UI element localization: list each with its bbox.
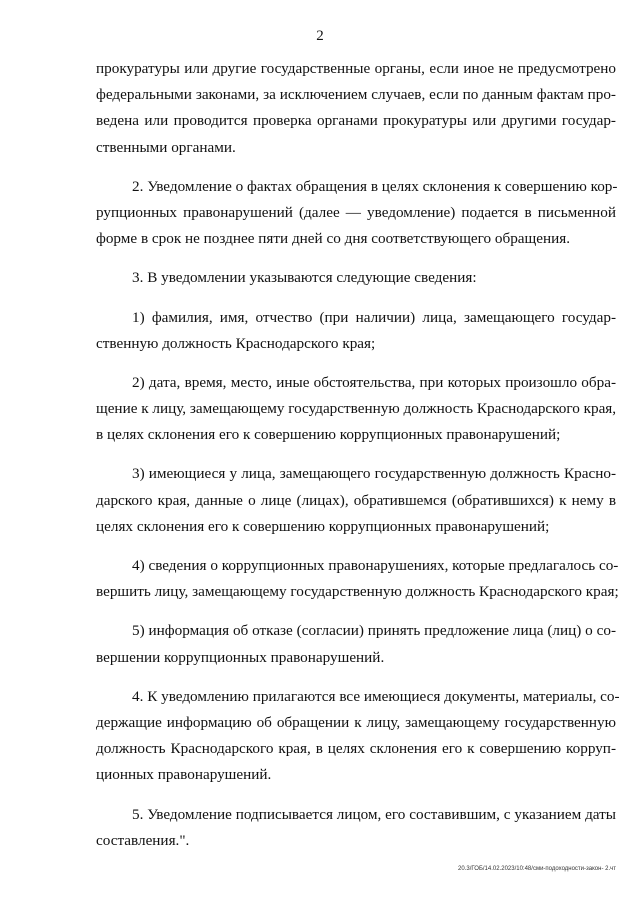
text-line: должность Краснодарского края, в целях склонения его к совершению корруп- bbox=[96, 740, 616, 758]
text-line: ственную должность Краснодарского края; bbox=[96, 334, 376, 352]
page-number: 2 bbox=[316, 28, 324, 44]
text-line: составления.". bbox=[96, 831, 190, 849]
text-line: в целях склонения его к совершению коррупционных правонарушений; bbox=[96, 426, 561, 444]
text-line: прокуратуры или другие государственные органы, если иное не предусмотрено bbox=[96, 60, 616, 77]
text-line: щение к лицу, замещающему государственную должность Краснодарского края, bbox=[96, 400, 617, 418]
text-line: 3) имеющиеся у лица, замещающего государственную должность Красно- bbox=[132, 465, 616, 483]
text-line: 2. Уведомление о фактах обращения в целях склонения к совершению кор- bbox=[132, 177, 618, 195]
text-line: форме в срок не позднее пяти дней со дня соответствующего обращения. bbox=[96, 230, 571, 248]
text-line: 4) сведения о коррупционных правонарушениях, которые предлагалось со- bbox=[132, 557, 619, 574]
text-line: ственными органами. bbox=[96, 138, 236, 156]
text-line: вершить лицу, замещающему государственную должность Краснодарского края; bbox=[96, 583, 619, 601]
text-line: 5. Уведомление подписывается лицом, его составившим, с указанием даты bbox=[132, 805, 616, 823]
text-line: 5) информация об отказе (согласии) принять предложение лица (лиц) о со- bbox=[132, 622, 616, 640]
text-line: 4. К уведомлению прилагаются все имеющиеся документы, материалы, со- bbox=[132, 687, 620, 705]
text-line: 1) фамилия, имя, отчество (при наличии) лица, замещающего государ- bbox=[132, 308, 616, 326]
text-line: 2) дата, время, место, иные обстоятельства, при которых произошло обра- bbox=[132, 373, 616, 391]
text-line: дарского края, данные о лице (лицах), обратившемся (обратившихся) к нему в bbox=[96, 491, 616, 509]
text-line: целях склонения его к совершению коррупционных правонарушений; bbox=[96, 517, 550, 535]
text-line: федеральными законами, за исключением случаев, если по данным фактам про- bbox=[96, 86, 616, 104]
text-line: рупционных правонарушений (далее — уведомление) подается в письменной bbox=[96, 203, 616, 221]
document-body bbox=[96, 56, 620, 854]
text-line: вершении коррупционных правонарушений. bbox=[96, 648, 385, 666]
text-line: ведена или проводится проверка органами прокуратуры или другими государ- bbox=[96, 112, 616, 130]
text-line: держащие информацию об обращении к лицу, замещающему государственную bbox=[96, 713, 616, 731]
text-line: ционных правонарушений. bbox=[96, 766, 272, 784]
footer-code: 20.3/ГОБ/14.02.2023/10:48/сми-подоходности-закон- 2.чт bbox=[458, 866, 616, 872]
text-line: 3. В уведомлении указываются следующие сведения: bbox=[132, 269, 477, 287]
